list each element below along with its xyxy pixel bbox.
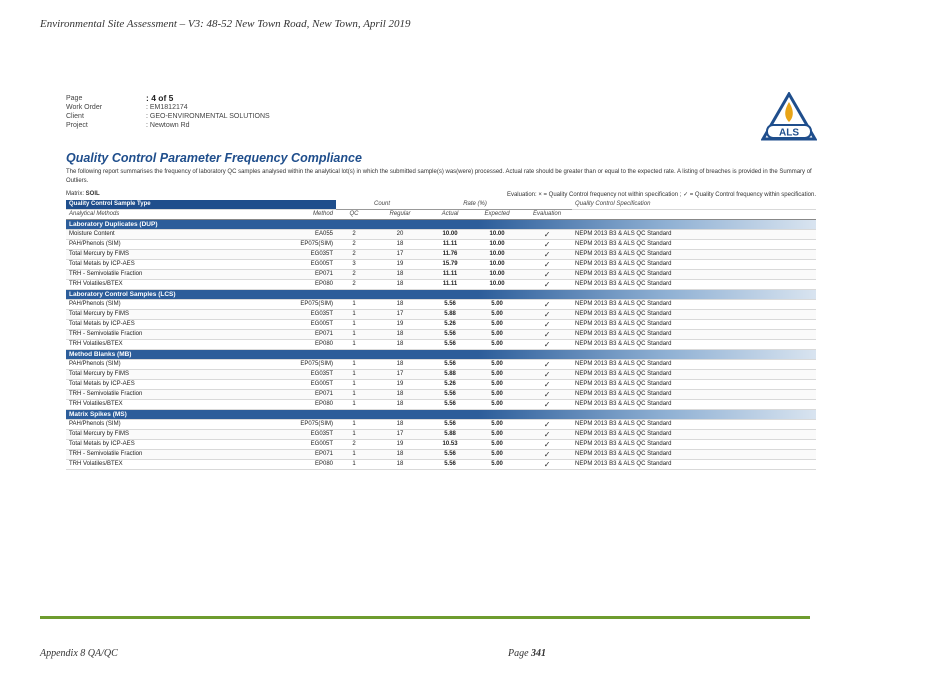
row-analysis: Total Mercury by FIMS (66, 430, 246, 440)
row-analysis: Moisture Content (66, 230, 246, 240)
row-analysis: Total Metals by ICP-AES (66, 260, 246, 270)
row-expected-rate: 10.00 (472, 230, 522, 240)
row-qc-count: 1 (336, 300, 372, 310)
row-expected-rate: 5.00 (472, 440, 522, 450)
row-spec: NEPM 2013 B3 & ALS QC Standard (572, 270, 816, 280)
row-method: EP071 (246, 270, 336, 280)
row-spec: NEPM 2013 B3 & ALS QC Standard (572, 240, 816, 250)
row-actual-rate: 11.11 (428, 240, 472, 250)
document-header: Environmental Site Assessment – V3: 48-52 New Town Road, New Town, April 2019 (40, 18, 411, 30)
row-expected-rate: 10.00 (472, 280, 522, 290)
row-expected-rate: 5.00 (472, 380, 522, 390)
row-method: EP071 (246, 330, 336, 340)
table-header-row (66, 200, 816, 210)
row-expected-rate: 5.00 (472, 330, 522, 340)
row-expected-rate: 5.00 (472, 400, 522, 410)
header-actual: Actual (428, 210, 472, 220)
row-evaluation-check-icon: ✓ (522, 260, 572, 270)
table-row (66, 400, 816, 410)
table-row (66, 280, 816, 290)
row-expected-rate: 5.00 (472, 320, 522, 330)
table-row (66, 370, 816, 380)
table-row (66, 260, 816, 270)
meta-value: : GEO-ENVIRONMENTAL SOLUTIONS (146, 112, 270, 121)
footer-page-number: 341 (531, 648, 547, 659)
row-regular-count: 18 (372, 280, 428, 290)
table-row (66, 320, 816, 330)
row-evaluation-check-icon: ✓ (522, 340, 572, 350)
logo-text: ALS (779, 127, 799, 139)
row-regular-count: 18 (372, 460, 428, 470)
row-expected-rate: 5.00 (472, 340, 522, 350)
row-qc-count: 1 (336, 330, 372, 340)
row-evaluation-check-icon: ✓ (522, 250, 572, 260)
row-qc-count: 1 (336, 310, 372, 320)
row-spec: NEPM 2013 B3 & ALS QC Standard (572, 340, 816, 350)
row-expected-rate: 5.00 (472, 390, 522, 400)
row-spec: NEPM 2013 B3 & ALS QC Standard (572, 260, 816, 270)
section-title: Method Blanks (MB) (66, 350, 816, 360)
row-qc-count: 1 (336, 400, 372, 410)
row-qc-count: 2 (336, 280, 372, 290)
table-row (66, 240, 816, 250)
row-qc-count: 2 (336, 440, 372, 450)
row-method: EA055 (246, 230, 336, 240)
matrix (66, 191, 100, 198)
table-row (66, 360, 816, 370)
row-evaluation-check-icon: ✓ (522, 320, 572, 330)
row-qc-count: 1 (336, 340, 372, 350)
row-expected-rate: 5.00 (472, 300, 522, 310)
row-actual-rate: 10.00 (428, 230, 472, 240)
row-regular-count: 17 (372, 370, 428, 380)
row-qc-count: 2 (336, 270, 372, 280)
row-expected-rate: 5.00 (472, 310, 522, 320)
row-actual-rate: 5.56 (428, 400, 472, 410)
row-evaluation-check-icon: ✓ (522, 270, 572, 280)
row-regular-count: 17 (372, 310, 428, 320)
row-analysis: Total Metals by ICP-AES (66, 380, 246, 390)
row-evaluation-check-icon: ✓ (522, 360, 572, 370)
row-evaluation-check-icon: ✓ (522, 230, 572, 240)
footer-page (508, 648, 546, 659)
table-row (66, 440, 816, 450)
row-spec: NEPM 2013 B3 & ALS QC Standard (572, 320, 816, 330)
table-row (66, 430, 816, 440)
row-method: EG005T (246, 320, 336, 330)
row-actual-rate: 5.26 (428, 380, 472, 390)
row-analysis: TRH Volatiles/BTEX (66, 340, 246, 350)
row-actual-rate: 5.56 (428, 330, 472, 340)
row-method: EG035T (246, 250, 336, 260)
row-actual-rate: 15.79 (428, 260, 472, 270)
row-actual-rate: 11.11 (428, 270, 472, 280)
row-spec: NEPM 2013 B3 & ALS QC Standard (572, 280, 816, 290)
header-method: Method (246, 210, 336, 220)
row-evaluation-check-icon: ✓ (522, 380, 572, 390)
row-method: EP071 (246, 450, 336, 460)
row-method: EP080 (246, 460, 336, 470)
row-analysis: PAH/Phenols (SIM) (66, 300, 246, 310)
row-method: EP071 (246, 390, 336, 400)
header-spec: Quality Control Specification (572, 200, 816, 210)
row-evaluation-check-icon: ✓ (522, 430, 572, 440)
row-expected-rate: 5.00 (472, 460, 522, 470)
row-regular-count: 18 (372, 330, 428, 340)
row-expected-rate: 10.00 (472, 270, 522, 280)
row-spec: NEPM 2013 B3 & ALS QC Standard (572, 390, 816, 400)
row-evaluation-check-icon: ✓ (522, 280, 572, 290)
meta-key: Client (66, 113, 84, 120)
footer-appendix: Appendix 8 QA/QC (40, 648, 118, 659)
row-evaluation-check-icon: ✓ (522, 370, 572, 380)
row-regular-count: 18 (372, 450, 428, 460)
row-regular-count: 19 (372, 260, 428, 270)
meta-key: Project (66, 122, 88, 129)
row-qc-count: 2 (336, 240, 372, 250)
row-spec: NEPM 2013 B3 & ALS QC Standard (572, 450, 816, 460)
report-meta (66, 94, 270, 130)
logo-flame (785, 102, 793, 122)
row-analysis: Total Metals by ICP-AES (66, 320, 246, 330)
section-header (66, 410, 816, 420)
row-method: EG005T (246, 260, 336, 270)
row-regular-count: 18 (372, 300, 428, 310)
row-method: EP080 (246, 400, 336, 410)
meta-value: : Newtown Rd (146, 121, 190, 130)
meta-value: : 4 of 5 (146, 94, 173, 103)
row-analysis: Total Mercury by FIMS (66, 310, 246, 320)
row-actual-rate: 5.88 (428, 310, 472, 320)
row-analysis: TRH Volatiles/BTEX (66, 280, 246, 290)
row-qc-count: 1 (336, 460, 372, 470)
als-logo (761, 92, 817, 142)
row-method: EG005T (246, 440, 336, 450)
section-header (66, 350, 816, 360)
section-header (66, 290, 816, 300)
row-analysis: TRH - Semivolatile Fraction (66, 390, 246, 400)
table-row (66, 300, 816, 310)
meta-key: Work Order (66, 104, 103, 111)
row-expected-rate: 5.00 (472, 420, 522, 430)
row-analysis: TRH Volatiles/BTEX (66, 400, 246, 410)
matrix-line (66, 191, 816, 198)
meta-value: : EM1812174 (146, 103, 188, 112)
row-analysis: TRH Volatiles/BTEX (66, 460, 246, 470)
row-regular-count: 18 (372, 420, 428, 430)
table-row (66, 460, 816, 470)
row-actual-rate: 5.88 (428, 430, 472, 440)
table-row (66, 340, 816, 350)
row-qc-count: 1 (336, 370, 372, 380)
table-row (66, 330, 816, 340)
table-row (66, 390, 816, 400)
header-blank (522, 200, 572, 210)
row-evaluation-check-icon: ✓ (522, 420, 572, 430)
header-analytical-methods: Analytical Methods (66, 210, 246, 220)
row-method: EP080 (246, 340, 336, 350)
report-title: Quality Control Parameter Frequency Compliance (66, 151, 362, 165)
meta-key: Page (66, 95, 83, 102)
row-qc-count: 2 (336, 250, 372, 260)
row-spec: NEPM 2013 B3 & ALS QC Standard (572, 460, 816, 470)
section-title: Matrix Spikes (MS) (66, 410, 816, 420)
row-spec: NEPM 2013 B3 & ALS QC Standard (572, 420, 816, 430)
row-regular-count: 19 (372, 440, 428, 450)
row-regular-count: 19 (372, 380, 428, 390)
header-qc: QC (336, 210, 372, 220)
row-regular-count: 17 (372, 430, 428, 440)
row-method: EP080 (246, 280, 336, 290)
row-spec: NEPM 2013 B3 & ALS QC Standard (572, 310, 816, 320)
row-spec: NEPM 2013 B3 & ALS QC Standard (572, 440, 816, 450)
row-qc-count: 1 (336, 360, 372, 370)
section-title: Laboratory Duplicates (DUP) (66, 220, 816, 230)
row-regular-count: 18 (372, 360, 428, 370)
row-method: EG005T (246, 380, 336, 390)
row-qc-count: 1 (336, 380, 372, 390)
header-spec-blank (572, 210, 816, 220)
row-analysis: TRH - Semivolatile Fraction (66, 450, 246, 460)
row-actual-rate: 5.56 (428, 390, 472, 400)
row-actual-rate: 11.11 (428, 280, 472, 290)
meta-row-page (66, 94, 270, 103)
table-subheader-row (66, 210, 816, 220)
row-qc-count: 1 (336, 320, 372, 330)
table-row (66, 310, 816, 320)
row-evaluation-check-icon: ✓ (522, 450, 572, 460)
row-qc-count: 3 (336, 260, 372, 270)
row-expected-rate: 10.00 (472, 260, 522, 270)
row-regular-count: 18 (372, 400, 428, 410)
row-expected-rate: 5.00 (472, 370, 522, 380)
qc-frequency-table (66, 200, 816, 470)
row-method: EG035T (246, 430, 336, 440)
row-analysis: TRH - Semivolatile Fraction (66, 270, 246, 280)
row-regular-count: 18 (372, 270, 428, 280)
row-actual-rate: 5.56 (428, 460, 472, 470)
row-spec: NEPM 2013 B3 & ALS QC Standard (572, 330, 816, 340)
row-analysis: PAH/Phenols (SIM) (66, 360, 246, 370)
row-expected-rate: 5.00 (472, 360, 522, 370)
row-regular-count: 18 (372, 340, 428, 350)
row-spec: NEPM 2013 B3 & ALS QC Standard (572, 300, 816, 310)
row-spec: NEPM 2013 B3 & ALS QC Standard (572, 400, 816, 410)
row-actual-rate: 5.56 (428, 420, 472, 430)
header-qc-sample-type: Quality Control Sample Type (66, 200, 336, 210)
row-evaluation-check-icon: ✓ (522, 390, 572, 400)
row-method: EP075(SIM) (246, 240, 336, 250)
row-qc-count: 2 (336, 230, 372, 240)
row-evaluation-check-icon: ✓ (522, 460, 572, 470)
row-actual-rate: 5.56 (428, 340, 472, 350)
row-spec: NEPM 2013 B3 & ALS QC Standard (572, 370, 816, 380)
table-body (66, 220, 816, 470)
row-qc-count: 1 (336, 430, 372, 440)
row-actual-rate: 5.26 (428, 320, 472, 330)
row-spec: NEPM 2013 B3 & ALS QC Standard (572, 230, 816, 240)
row-regular-count: 18 (372, 390, 428, 400)
row-actual-rate: 5.56 (428, 360, 472, 370)
row-spec: NEPM 2013 B3 & ALS QC Standard (572, 430, 816, 440)
row-spec: NEPM 2013 B3 & ALS QC Standard (572, 380, 816, 390)
row-evaluation-check-icon: ✓ (522, 300, 572, 310)
row-evaluation-check-icon: ✓ (522, 440, 572, 450)
section-header (66, 220, 816, 230)
row-regular-count: 17 (372, 250, 428, 260)
header-regular: Regular (372, 210, 428, 220)
row-analysis: Total Mercury by FIMS (66, 250, 246, 260)
row-evaluation-check-icon: ✓ (522, 240, 572, 250)
row-analysis: Total Mercury by FIMS (66, 370, 246, 380)
table-row (66, 420, 816, 430)
row-expected-rate: 10.00 (472, 240, 522, 250)
meta-row-work-order (66, 103, 270, 112)
header-evaluation: Evaluation (522, 210, 572, 220)
table-row (66, 270, 816, 280)
row-actual-rate: 5.88 (428, 370, 472, 380)
footer-page-label: Page (508, 648, 529, 659)
footer-rule (40, 616, 810, 619)
table-row (66, 450, 816, 460)
row-actual-rate: 11.76 (428, 250, 472, 260)
row-regular-count: 20 (372, 230, 428, 240)
row-analysis: Total Metals by ICP-AES (66, 440, 246, 450)
row-expected-rate: 5.00 (472, 450, 522, 460)
row-expected-rate: 5.00 (472, 430, 522, 440)
meta-row-project (66, 121, 270, 130)
row-actual-rate: 10.53 (428, 440, 472, 450)
table-row (66, 380, 816, 390)
matrix-value: SOIL (85, 191, 100, 197)
row-analysis: PAH/Phenols (SIM) (66, 240, 246, 250)
report-intro: The following report summarises the frequency of laboratory QC samples analysed within the analytical lot(s) in which the submitted sample(s) was(were) processed. Actual rate should be greater than or equal to the expected rate. A listing of breaches is provided in the Summary of Outliers. (66, 169, 812, 184)
row-qc-count: 1 (336, 450, 372, 460)
row-qc-count: 1 (336, 390, 372, 400)
header-expected: Expected (472, 210, 522, 220)
row-regular-count: 19 (372, 320, 428, 330)
row-analysis: PAH/Phenols (SIM) (66, 420, 246, 430)
row-evaluation-check-icon: ✓ (522, 310, 572, 320)
header-rate: Rate (%) (428, 200, 522, 210)
row-evaluation-check-icon: ✓ (522, 330, 572, 340)
row-method: EP075(SIM) (246, 360, 336, 370)
header-count: Count (336, 200, 428, 210)
row-actual-rate: 5.56 (428, 450, 472, 460)
section-title: Laboratory Control Samples (LCS) (66, 290, 816, 300)
table-row (66, 250, 816, 260)
row-method: EG035T (246, 370, 336, 380)
meta-row-client (66, 112, 270, 121)
table-row (66, 230, 816, 240)
evaluation-note: Evaluation: × = Quality Control frequency not within specification ; ✓ = Quality Control frequency within specification. (506, 192, 816, 198)
row-evaluation-check-icon: ✓ (522, 400, 572, 410)
row-spec: NEPM 2013 B3 & ALS QC Standard (572, 250, 816, 260)
row-method: EP075(SIM) (246, 300, 336, 310)
matrix-label: Matrix: (66, 191, 84, 197)
row-method: EG035T (246, 310, 336, 320)
row-expected-rate: 10.00 (472, 250, 522, 260)
row-analysis: TRH - Semivolatile Fraction (66, 330, 246, 340)
row-actual-rate: 5.56 (428, 300, 472, 310)
row-method: EP075(SIM) (246, 420, 336, 430)
row-qc-count: 1 (336, 420, 372, 430)
row-spec: NEPM 2013 B3 & ALS QC Standard (572, 360, 816, 370)
row-regular-count: 18 (372, 240, 428, 250)
